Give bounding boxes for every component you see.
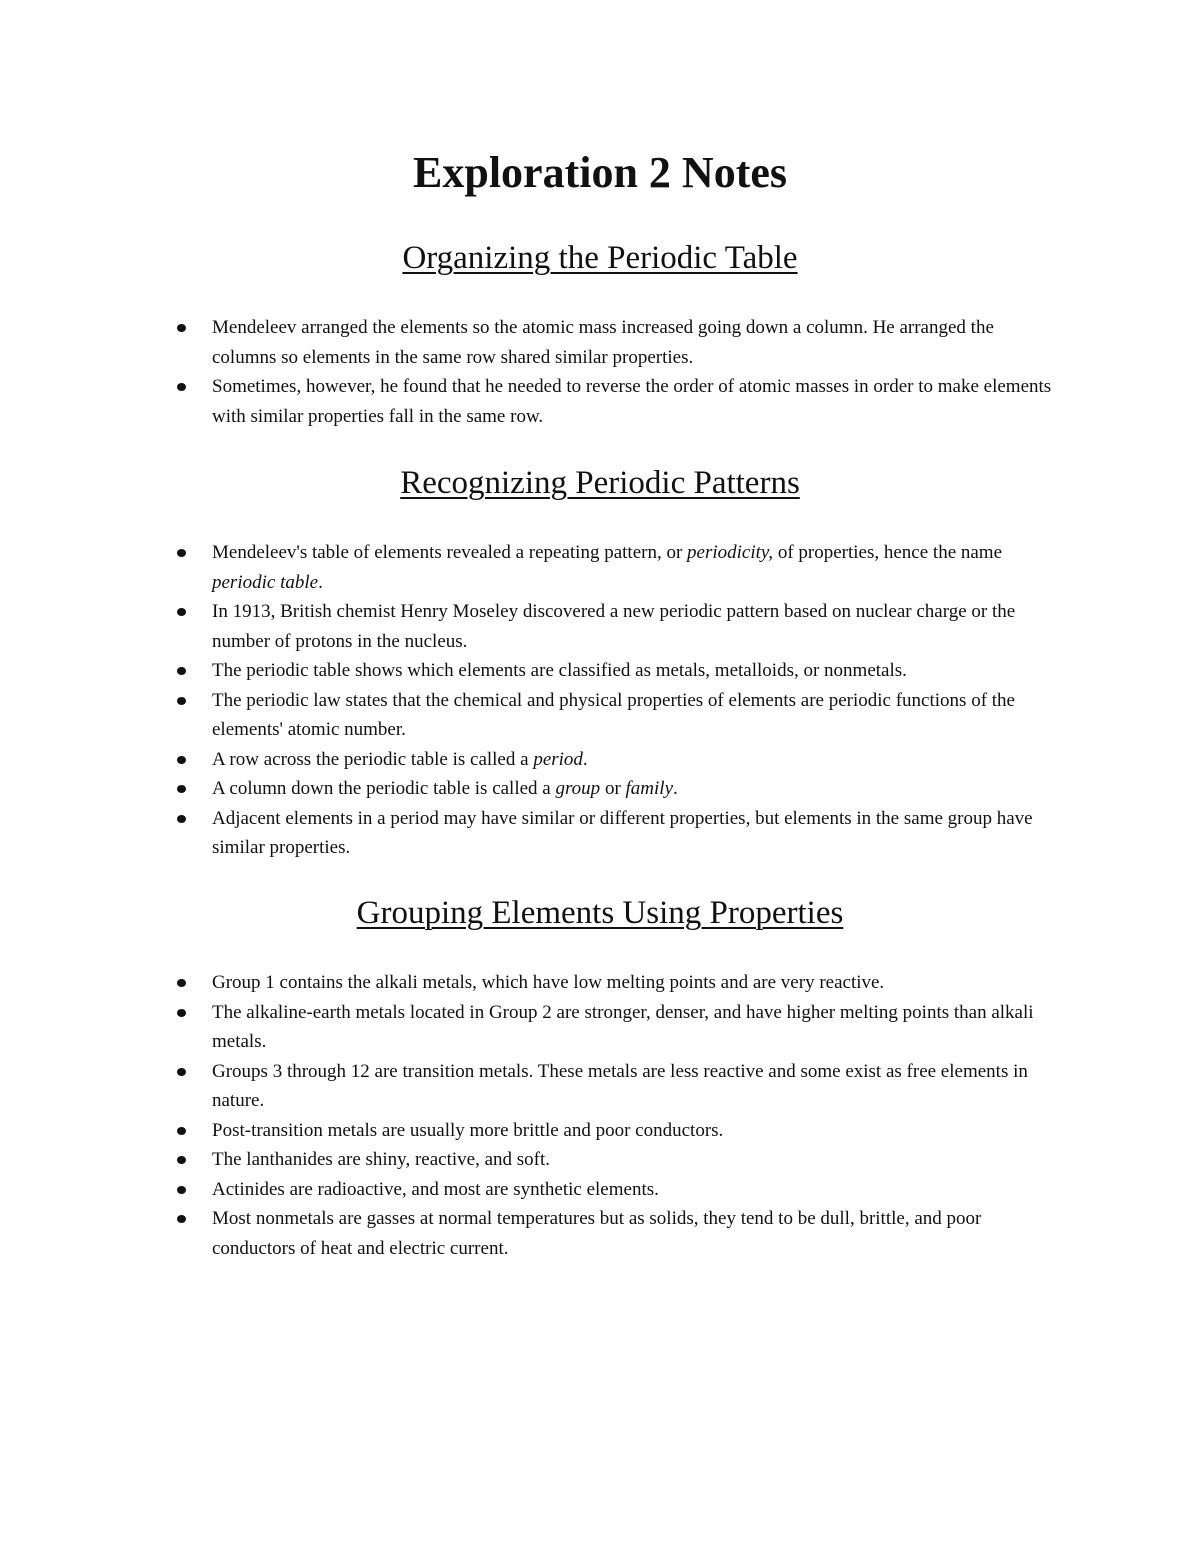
bullet-list-grouping <box>0 968 1200 1263</box>
bullet-icon <box>177 1068 186 1076</box>
list-item <box>0 1116 1062 1146</box>
bullet-icon <box>177 608 186 616</box>
list-item <box>0 968 1062 998</box>
list-item <box>0 656 1062 686</box>
section-heading-organizing <box>0 236 1200 280</box>
list-item-text: Most nonmetals are gasses at normal temperatures but as solids, they tend to be dull, brittle, and poor conductors of heat and electric current. <box>212 1208 982 1259</box>
list-item-text: The periodic table shows which elements are classified as metals, metalloids, or nonmetals. <box>212 660 907 681</box>
bullet-icon <box>177 979 186 987</box>
list-item <box>0 998 1062 1057</box>
bullet-icon <box>177 667 186 675</box>
list-item <box>0 1204 1062 1263</box>
list-item-text: A column down the periodic table is called a group or family. <box>212 778 678 799</box>
list-item-text: Sometimes, however, he found that he needed to reverse the order of atomic masses in order to make elements with similar properties fall in the same row. <box>212 376 1052 427</box>
list-item-text: Post-transition metals are usually more brittle and poor conductors. <box>212 1119 724 1141</box>
list-item <box>0 745 1062 775</box>
list-item <box>0 538 1062 597</box>
bullet-icon <box>177 1156 186 1164</box>
section-heading-text: Organizing the Periodic Table <box>402 240 798 276</box>
list-item-text: Groups 3 through 12 are transition metals. These metals are less reactive and some exist as free elements in nature. <box>212 1060 1028 1111</box>
list-item <box>0 774 1062 804</box>
list-item-text: Mendeleev arranged the elements so the atomic mass increased going down a column. He arranged the columns so elements in the same row shared similar properties. <box>212 317 994 368</box>
bullet-icon <box>177 1215 186 1223</box>
list-item-text: The lanthanides are shiny, reactive, and soft. <box>212 1149 551 1170</box>
bullet-icon <box>177 1127 186 1135</box>
list-item-text: Group 1 contains the alkali metals, which have low melting points and are very reactive. <box>212 972 885 993</box>
section-heading-grouping <box>0 891 1200 935</box>
bullet-list-organizing <box>0 313 1200 431</box>
bullet-icon <box>177 785 186 793</box>
list-item <box>0 372 1062 431</box>
list-item <box>0 1057 1062 1116</box>
list-item-text: A row across the periodic table is called a period. <box>212 748 588 770</box>
bullet-icon <box>177 383 186 391</box>
list-item <box>0 1145 1062 1175</box>
list-item-text: Mendeleev's table of elements revealed a repeating pattern, or periodicity, of properties, hence the name periodic table. <box>212 542 1003 593</box>
list-item <box>0 313 1062 372</box>
section-heading-text: Recognizing Periodic Patterns <box>400 465 800 501</box>
bullet-icon <box>177 815 186 823</box>
list-item-text: The periodic law states that the chemical and physical properties of elements are periodic functions of the elements' atomic number. <box>212 689 1015 740</box>
bullet-icon <box>177 549 186 557</box>
list-item-text: The alkaline-earth metals located in Group 2 are stronger, denser, and have higher melting points than alkali metals. <box>212 1001 1034 1052</box>
list-item <box>0 686 1062 745</box>
bullet-icon <box>177 1186 186 1194</box>
list-item <box>0 597 1062 656</box>
section-heading-recognizing <box>0 461 1200 505</box>
section-heading-text: Grouping Elements Using Properties <box>356 895 844 931</box>
bullet-icon <box>177 756 186 764</box>
list-item <box>0 804 1062 863</box>
list-item-text: Adjacent elements in a period may have similar or different properties, but elements in the same group have similar properties. <box>212 807 1033 858</box>
bullet-icon <box>177 1009 186 1017</box>
document-title: Exploration 2 Notes <box>413 148 787 197</box>
list-item-text: In 1913, British chemist Henry Moseley discovered a new periodic pattern based on nuclear charge or the number of protons in the nucleus. <box>212 601 1016 652</box>
bullet-icon <box>177 697 186 705</box>
list-item-text: Actinides are radioactive, and most are synthetic elements. <box>212 1178 659 1200</box>
bullet-icon <box>177 324 186 332</box>
list-item <box>0 1175 1062 1205</box>
bullet-list-recognizing <box>0 538 1200 863</box>
